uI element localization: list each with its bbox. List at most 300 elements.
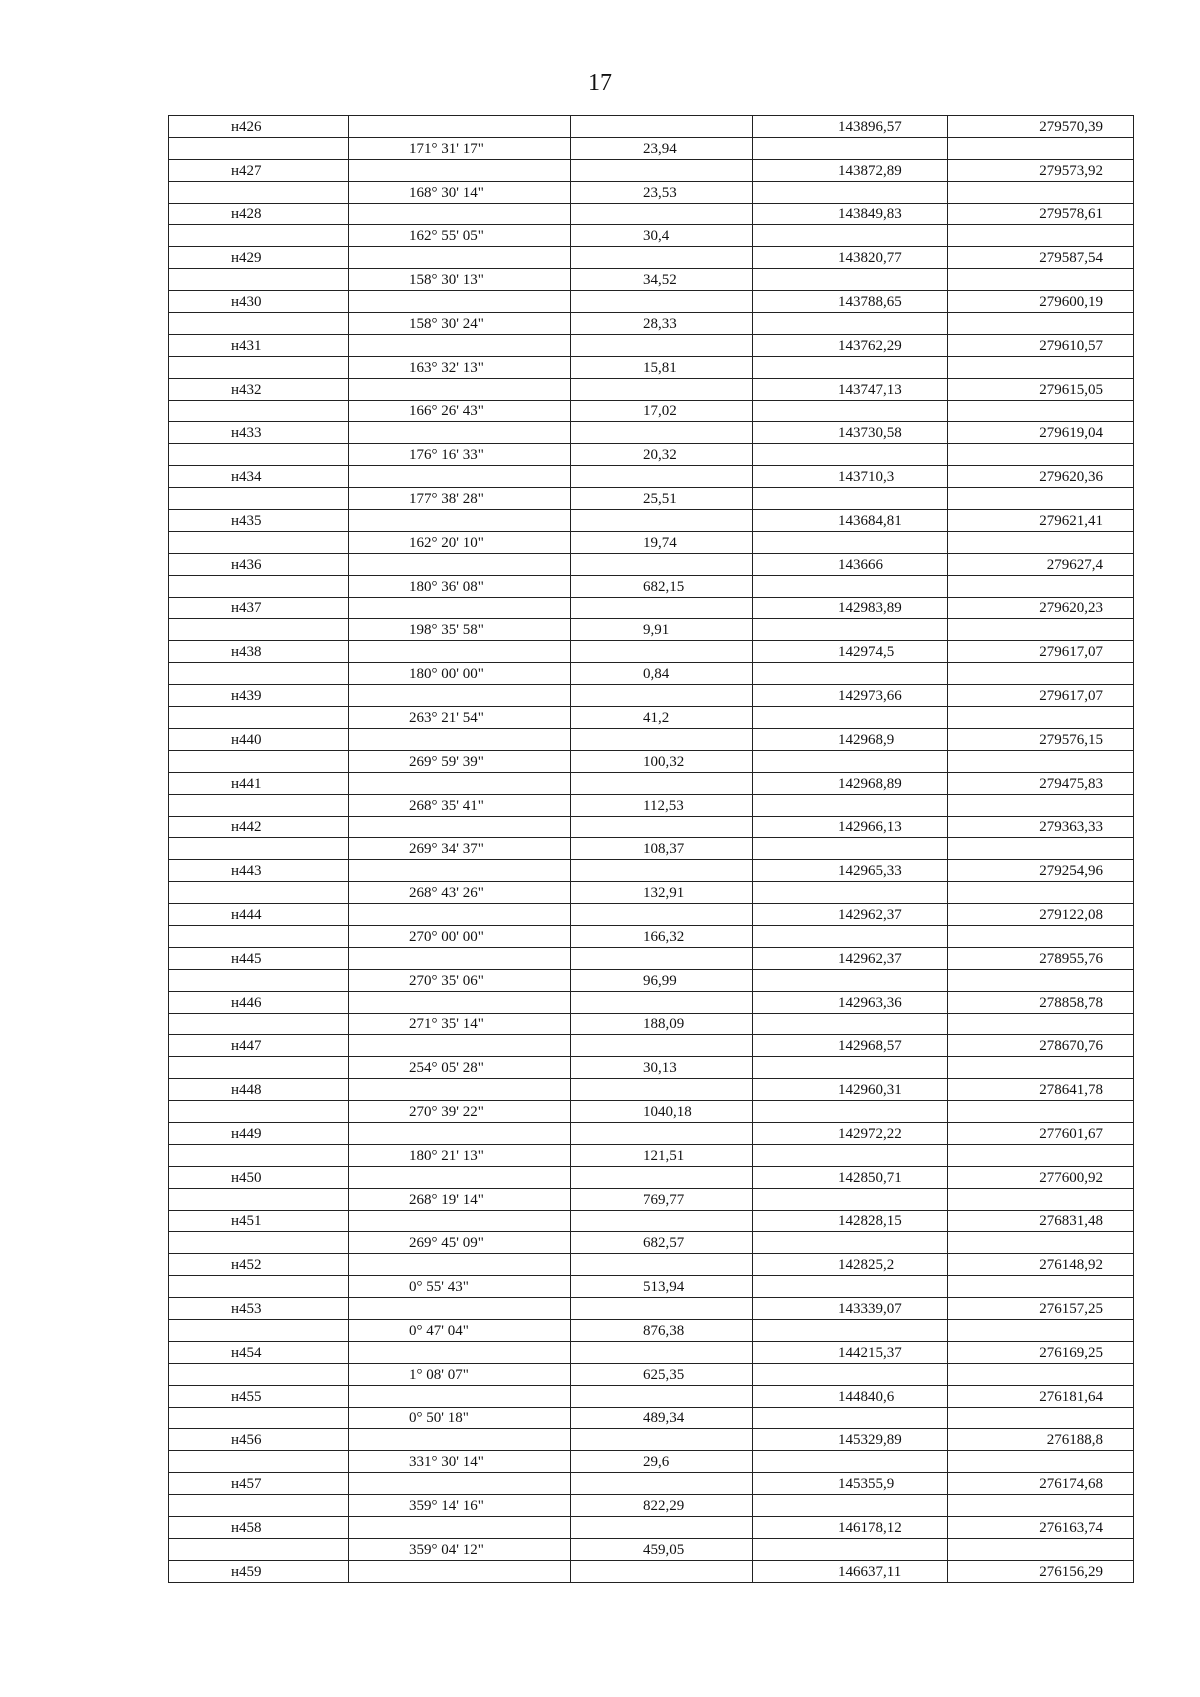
empty-cell [169, 838, 349, 860]
empty-cell [753, 619, 948, 641]
empty-cell [753, 925, 948, 947]
empty-cell [571, 1210, 753, 1232]
direction-angle-cell: 0° 47' 04" [349, 1319, 571, 1341]
direction-angle-cell: 270° 35' 06" [349, 969, 571, 991]
x-coordinate-cell: 144215,37 [753, 1341, 948, 1363]
x-coordinate-cell: 142968,89 [753, 772, 948, 794]
empty-cell [169, 1013, 349, 1035]
empty-cell [571, 1254, 753, 1276]
x-coordinate-cell: 143747,13 [753, 378, 948, 400]
x-coordinate-cell: 145329,89 [753, 1429, 948, 1451]
empty-cell [349, 1341, 571, 1363]
point-name-cell: н438 [169, 641, 349, 663]
empty-cell [571, 510, 753, 532]
x-coordinate-cell: 143666 [753, 553, 948, 575]
segment-row [169, 1232, 1134, 1254]
point-name-cell: н429 [169, 247, 349, 269]
empty-cell [571, 334, 753, 356]
segment-row [169, 707, 1134, 729]
empty-cell [753, 444, 948, 466]
direction-angle-cell: 168° 30' 14" [349, 181, 571, 203]
y-coordinate-cell: 279620,23 [948, 597, 1134, 619]
empty-cell [169, 750, 349, 772]
empty-cell [169, 400, 349, 422]
point-row [169, 1298, 1134, 1320]
segment-row [169, 794, 1134, 816]
point-name-cell: н454 [169, 1341, 349, 1363]
segment-length-cell: 489,34 [571, 1407, 753, 1429]
empty-cell [169, 969, 349, 991]
point-name-cell: н432 [169, 378, 349, 400]
direction-angle-cell: 268° 19' 14" [349, 1188, 571, 1210]
y-coordinate-cell: 279254,96 [948, 860, 1134, 882]
segment-row [169, 313, 1134, 335]
x-coordinate-cell: 142962,37 [753, 947, 948, 969]
point-name-cell: н453 [169, 1298, 349, 1320]
segment-length-cell: 625,35 [571, 1363, 753, 1385]
empty-cell [349, 1473, 571, 1495]
empty-cell [169, 444, 349, 466]
direction-angle-cell: 268° 35' 41" [349, 794, 571, 816]
point-row [169, 1560, 1134, 1582]
empty-cell [571, 728, 753, 750]
empty-cell [753, 356, 948, 378]
empty-cell [948, 137, 1134, 159]
empty-cell [169, 269, 349, 291]
empty-cell [571, 1385, 753, 1407]
empty-cell [349, 553, 571, 575]
direction-angle-cell: 162° 20' 10" [349, 531, 571, 553]
point-name-cell: н442 [169, 816, 349, 838]
empty-cell [571, 553, 753, 575]
empty-cell [571, 772, 753, 794]
empty-cell [571, 1079, 753, 1101]
x-coordinate-cell: 142968,57 [753, 1035, 948, 1057]
empty-cell [169, 1538, 349, 1560]
x-coordinate-cell: 142965,33 [753, 860, 948, 882]
empty-cell [571, 685, 753, 707]
segment-row [169, 400, 1134, 422]
empty-cell [571, 1473, 753, 1495]
segment-row [169, 838, 1134, 860]
point-name-cell: н458 [169, 1517, 349, 1539]
x-coordinate-cell: 142963,36 [753, 991, 948, 1013]
empty-cell [753, 137, 948, 159]
y-coordinate-cell: 277601,67 [948, 1122, 1134, 1144]
segment-length-cell: 96,99 [571, 969, 753, 991]
empty-cell [169, 707, 349, 729]
empty-cell [753, 1538, 948, 1560]
y-coordinate-cell: 276181,64 [948, 1385, 1134, 1407]
empty-cell [948, 838, 1134, 860]
segment-row [169, 1013, 1134, 1035]
empty-cell [753, 181, 948, 203]
empty-cell [753, 400, 948, 422]
y-coordinate-cell: 278641,78 [948, 1079, 1134, 1101]
x-coordinate-cell: 142983,89 [753, 597, 948, 619]
x-coordinate-cell: 146178,12 [753, 1517, 948, 1539]
empty-cell [349, 203, 571, 225]
point-row [169, 159, 1134, 181]
empty-cell [571, 1560, 753, 1582]
segment-row [169, 531, 1134, 553]
empty-cell [349, 1429, 571, 1451]
segment-length-cell: 23,94 [571, 137, 753, 159]
direction-angle-cell: 263° 21' 54" [349, 707, 571, 729]
empty-cell [349, 1517, 571, 1539]
segment-length-cell: 876,38 [571, 1319, 753, 1341]
y-coordinate-cell: 279363,33 [948, 816, 1134, 838]
empty-cell [349, 641, 571, 663]
point-row [169, 947, 1134, 969]
y-coordinate-cell: 278670,76 [948, 1035, 1134, 1057]
empty-cell [169, 1144, 349, 1166]
empty-cell [753, 575, 948, 597]
point-name-cell: н459 [169, 1560, 349, 1582]
empty-cell [571, 159, 753, 181]
point-row [169, 728, 1134, 750]
empty-cell [349, 1079, 571, 1101]
x-coordinate-cell: 142850,71 [753, 1166, 948, 1188]
y-coordinate-cell: 279621,41 [948, 510, 1134, 532]
empty-cell [753, 1276, 948, 1298]
empty-cell [169, 181, 349, 203]
segment-row [169, 619, 1134, 641]
empty-cell [169, 1495, 349, 1517]
empty-cell [753, 969, 948, 991]
empty-cell [948, 969, 1134, 991]
empty-cell [948, 750, 1134, 772]
empty-cell [948, 882, 1134, 904]
direction-angle-cell: 180° 36' 08" [349, 575, 571, 597]
empty-cell [948, 1101, 1134, 1123]
segment-row [169, 1276, 1134, 1298]
empty-cell [753, 882, 948, 904]
empty-cell [753, 794, 948, 816]
point-name-cell: н444 [169, 904, 349, 926]
empty-cell [349, 597, 571, 619]
y-coordinate-cell: 276174,68 [948, 1473, 1134, 1495]
empty-cell [948, 1232, 1134, 1254]
empty-cell [571, 1035, 753, 1057]
empty-cell [753, 313, 948, 335]
point-name-cell: н434 [169, 466, 349, 488]
point-row [169, 772, 1134, 794]
segment-length-cell: 23,53 [571, 181, 753, 203]
x-coordinate-cell: 142962,37 [753, 904, 948, 926]
segment-length-cell: 34,52 [571, 269, 753, 291]
y-coordinate-cell: 279122,08 [948, 904, 1134, 926]
empty-cell [948, 225, 1134, 247]
page-number: 17 [588, 70, 612, 96]
point-name-cell: н441 [169, 772, 349, 794]
x-coordinate-cell: 143684,81 [753, 510, 948, 532]
point-name-cell: н447 [169, 1035, 349, 1057]
empty-cell [948, 400, 1134, 422]
point-name-cell: н440 [169, 728, 349, 750]
y-coordinate-cell: 279600,19 [948, 291, 1134, 313]
segment-row [169, 488, 1134, 510]
x-coordinate-cell: 142960,31 [753, 1079, 948, 1101]
empty-cell [571, 1429, 753, 1451]
point-name-cell: н448 [169, 1079, 349, 1101]
empty-cell [753, 1451, 948, 1473]
segment-row [169, 1451, 1134, 1473]
segment-row [169, 137, 1134, 159]
y-coordinate-cell: 279475,83 [948, 772, 1134, 794]
empty-cell [753, 838, 948, 860]
point-row [169, 904, 1134, 926]
y-coordinate-cell: 279576,15 [948, 728, 1134, 750]
empty-cell [571, 466, 753, 488]
empty-cell [753, 1013, 948, 1035]
segment-row [169, 925, 1134, 947]
empty-cell [571, 1166, 753, 1188]
empty-cell [948, 313, 1134, 335]
empty-cell [571, 116, 753, 138]
point-row [169, 1385, 1134, 1407]
empty-cell [169, 356, 349, 378]
empty-cell [169, 1101, 349, 1123]
direction-angle-cell: 359° 14' 16" [349, 1495, 571, 1517]
empty-cell [349, 1035, 571, 1057]
point-name-cell: н451 [169, 1210, 349, 1232]
segment-length-cell: 0,84 [571, 663, 753, 685]
point-name-cell: н435 [169, 510, 349, 532]
empty-cell [169, 794, 349, 816]
point-row [169, 422, 1134, 444]
empty-cell [349, 860, 571, 882]
y-coordinate-cell: 276157,25 [948, 1298, 1134, 1320]
empty-cell [349, 510, 571, 532]
point-row [169, 510, 1134, 532]
empty-cell [169, 1319, 349, 1341]
segment-row [169, 1188, 1134, 1210]
point-name-cell: н430 [169, 291, 349, 313]
empty-cell [169, 663, 349, 685]
x-coordinate-cell: 143820,77 [753, 247, 948, 269]
segment-length-cell: 28,33 [571, 313, 753, 335]
x-coordinate-cell: 142968,9 [753, 728, 948, 750]
point-row [169, 1166, 1134, 1188]
direction-angle-cell: 163° 32' 13" [349, 356, 571, 378]
x-coordinate-cell: 143788,65 [753, 291, 948, 313]
empty-cell [169, 1188, 349, 1210]
y-coordinate-cell: 276156,29 [948, 1560, 1134, 1582]
empty-cell [349, 334, 571, 356]
empty-cell [349, 466, 571, 488]
empty-cell [349, 378, 571, 400]
point-name-cell: н436 [169, 553, 349, 575]
point-name-cell: н445 [169, 947, 349, 969]
y-coordinate-cell: 279615,05 [948, 378, 1134, 400]
empty-cell [169, 925, 349, 947]
point-row [169, 1079, 1134, 1101]
empty-cell [948, 1013, 1134, 1035]
empty-cell [753, 1144, 948, 1166]
empty-cell [349, 1210, 571, 1232]
segment-row [169, 444, 1134, 466]
x-coordinate-cell: 143730,58 [753, 422, 948, 444]
empty-cell [349, 1254, 571, 1276]
empty-cell [571, 378, 753, 400]
point-name-cell: н455 [169, 1385, 349, 1407]
segment-length-cell: 15,81 [571, 356, 753, 378]
point-name-cell: н437 [169, 597, 349, 619]
empty-cell [571, 904, 753, 926]
point-name-cell: н439 [169, 685, 349, 707]
segment-row [169, 882, 1134, 904]
empty-cell [948, 1319, 1134, 1341]
direction-angle-cell: 0° 50' 18" [349, 1407, 571, 1429]
empty-cell [948, 1407, 1134, 1429]
x-coordinate-cell: 145355,9 [753, 1473, 948, 1495]
empty-cell [349, 1122, 571, 1144]
empty-cell [169, 1407, 349, 1429]
coordinates-table [168, 115, 1134, 1583]
x-coordinate-cell: 142972,22 [753, 1122, 948, 1144]
segment-length-cell: 25,51 [571, 488, 753, 510]
direction-angle-cell: 0° 55' 43" [349, 1276, 571, 1298]
point-name-cell: н457 [169, 1473, 349, 1495]
empty-cell [753, 225, 948, 247]
empty-cell [349, 159, 571, 181]
segment-length-cell: 132,91 [571, 882, 753, 904]
segment-length-cell: 100,32 [571, 750, 753, 772]
y-coordinate-cell: 279610,57 [948, 334, 1134, 356]
y-coordinate-cell: 276163,74 [948, 1517, 1134, 1539]
segment-row [169, 356, 1134, 378]
empty-cell [948, 794, 1134, 816]
direction-angle-cell: 268° 43' 26" [349, 882, 571, 904]
segment-length-cell: 1040,18 [571, 1101, 753, 1123]
empty-cell [169, 575, 349, 597]
direction-angle-cell: 270° 00' 00" [349, 925, 571, 947]
y-coordinate-cell: 279573,92 [948, 159, 1134, 181]
empty-cell [948, 444, 1134, 466]
segment-length-cell: 822,29 [571, 1495, 753, 1517]
empty-cell [948, 356, 1134, 378]
segment-length-cell: 108,37 [571, 838, 753, 860]
empty-cell [948, 707, 1134, 729]
point-row [169, 1473, 1134, 1495]
x-coordinate-cell: 143710,3 [753, 466, 948, 488]
segment-length-cell: 17,02 [571, 400, 753, 422]
empty-cell [349, 1385, 571, 1407]
x-coordinate-cell: 142966,13 [753, 816, 948, 838]
point-row [169, 1517, 1134, 1539]
point-row [169, 1210, 1134, 1232]
segment-length-cell: 20,32 [571, 444, 753, 466]
x-coordinate-cell: 142825,2 [753, 1254, 948, 1276]
direction-angle-cell: 254° 05' 28" [349, 1057, 571, 1079]
empty-cell [349, 116, 571, 138]
empty-cell [169, 313, 349, 335]
segment-row [169, 225, 1134, 247]
empty-cell [753, 1319, 948, 1341]
point-row [169, 466, 1134, 488]
segment-row [169, 663, 1134, 685]
empty-cell [349, 728, 571, 750]
y-coordinate-cell: 279617,07 [948, 641, 1134, 663]
segment-length-cell: 459,05 [571, 1538, 753, 1560]
segment-length-cell: 9,91 [571, 619, 753, 641]
x-coordinate-cell: 143339,07 [753, 1298, 948, 1320]
segment-row [169, 1407, 1134, 1429]
empty-cell [349, 1560, 571, 1582]
direction-angle-cell: 269° 34' 37" [349, 838, 571, 860]
point-row [169, 116, 1134, 138]
segment-row [169, 1057, 1134, 1079]
empty-cell [948, 1451, 1134, 1473]
segment-length-cell: 19,74 [571, 531, 753, 553]
point-row [169, 991, 1134, 1013]
segment-length-cell: 29,6 [571, 1451, 753, 1473]
segment-row [169, 1538, 1134, 1560]
direction-angle-cell: 177° 38' 28" [349, 488, 571, 510]
point-row [169, 1122, 1134, 1144]
point-row [169, 378, 1134, 400]
point-row [169, 685, 1134, 707]
empty-cell [948, 663, 1134, 685]
y-coordinate-cell: 276148,92 [948, 1254, 1134, 1276]
empty-cell [169, 1451, 349, 1473]
direction-angle-cell: 176° 16' 33" [349, 444, 571, 466]
point-row [169, 816, 1134, 838]
empty-cell [169, 1057, 349, 1079]
segment-row [169, 1319, 1134, 1341]
empty-cell [753, 531, 948, 553]
point-row [169, 1429, 1134, 1451]
x-coordinate-cell: 143872,89 [753, 159, 948, 181]
empty-cell [169, 1363, 349, 1385]
segment-length-cell: 769,77 [571, 1188, 753, 1210]
empty-cell [571, 816, 753, 838]
empty-cell [349, 1166, 571, 1188]
empty-cell [753, 269, 948, 291]
y-coordinate-cell: 279587,54 [948, 247, 1134, 269]
empty-cell [753, 1101, 948, 1123]
point-name-cell: н456 [169, 1429, 349, 1451]
empty-cell [571, 597, 753, 619]
empty-cell [571, 291, 753, 313]
point-name-cell: н433 [169, 422, 349, 444]
direction-angle-cell: 162° 55' 05" [349, 225, 571, 247]
segment-row [169, 1101, 1134, 1123]
empty-cell [349, 1298, 571, 1320]
direction-angle-cell: 270° 39' 22" [349, 1101, 571, 1123]
empty-cell [571, 641, 753, 663]
empty-cell [948, 181, 1134, 203]
empty-cell [349, 991, 571, 1013]
empty-cell [571, 1122, 753, 1144]
empty-cell [753, 1495, 948, 1517]
segment-row [169, 1144, 1134, 1166]
empty-cell [571, 203, 753, 225]
segment-row [169, 181, 1134, 203]
point-row [169, 1035, 1134, 1057]
point-name-cell: н426 [169, 116, 349, 138]
x-coordinate-cell: 146637,11 [753, 1560, 948, 1582]
segment-length-cell: 682,15 [571, 575, 753, 597]
empty-cell [571, 860, 753, 882]
empty-cell [169, 1276, 349, 1298]
empty-cell [948, 925, 1134, 947]
direction-angle-cell: 198° 35' 58" [349, 619, 571, 641]
empty-cell [169, 619, 349, 641]
direction-angle-cell: 269° 45' 09" [349, 1232, 571, 1254]
x-coordinate-cell: 143849,83 [753, 203, 948, 225]
